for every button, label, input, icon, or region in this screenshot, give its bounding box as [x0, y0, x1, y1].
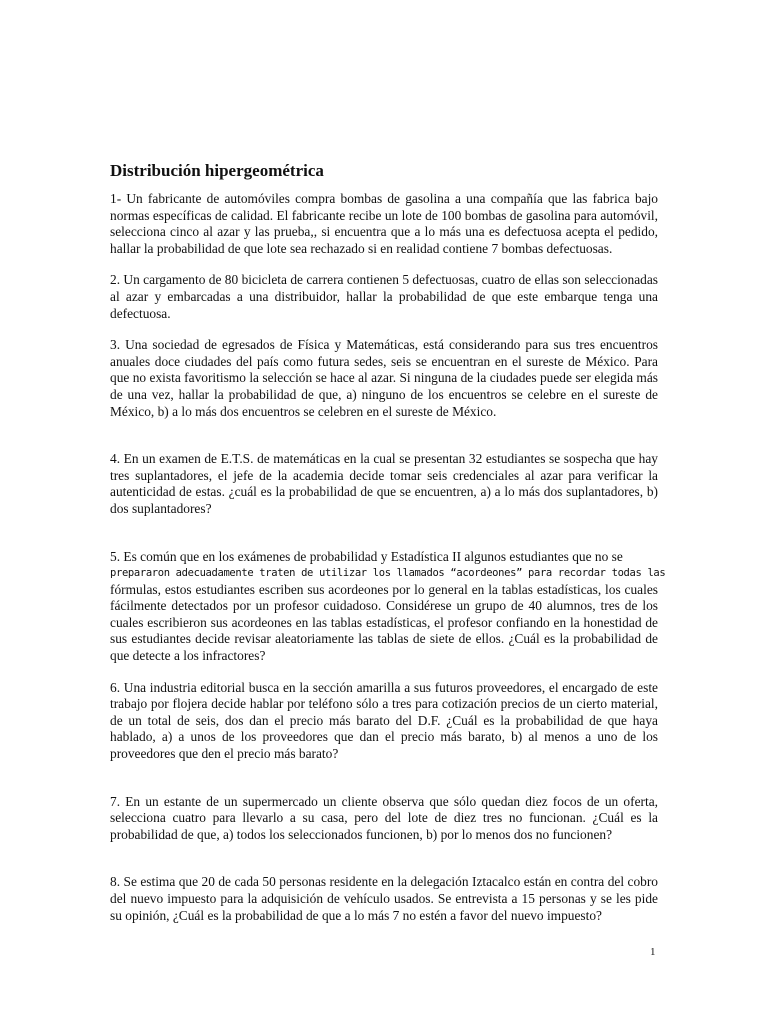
document-title: Distribución hipergeométrica [110, 161, 324, 180]
problem-3: 3. Una sociedad de egresados de Física y Matemáticas, está considerando para sus tres encuentros anuales doce ciudades del país como futura sedes, seis se encuentran en el sureste de México. Para que no exista favoritismo la selección se hace al azar. Si ninguna de la ciudades puede ser elegida más de una vez, hallar la probabilidad de que, a) ninguno de los encuentros se celebre en el sureste de México, b) a lo más dos encuentros se celebren en el sureste de México. [110, 337, 658, 419]
problem-7: 7. En un estante de un supermercado un cliente observa que sólo quedan diez focos de un oferta, selecciona cuatro para llevarlo a su casa, pero del lote de diez tres no funcionan. ¿Cuál es la probabilidad de que, a) todos los seleccionados funcionen, b) por lo menos dos no funcionen? [110, 793, 658, 842]
page-number: 1 [650, 946, 656, 958]
problem-5-rest: fórmulas, estos estudiantes escriben sus acordeones por lo general en la tablas estadísticas, los cuales fácilmente detectados por un profesor cuidadoso. Considérese un grupo de 40 alumnos, tres de los cuales escribieron sus acordeones en las tablas estadísticas, el profesor confiando en la honestidad de sus estudiantes decide revisar aleatoriamente las tablas de siete de ellos. ¿Cuál es la probabilidad de que detecte a los infractores? [110, 581, 658, 664]
problem-4: 4. En un examen de E.T.S. de matemáticas en la cual se presentan 32 estudiantes se sospecha que hay tres suplantadores, el jefe de la academia decide tomar seis credenciales al azar para verificar la autenticidad de estas. ¿cuál es la probabilidad de que se encuentren, a) a lo más dos suplantadores, b) dos suplantadores? [110, 451, 658, 516]
problem-5-line-2: prepararon adecuadamente traten de utilizar los llamados “acordeones” para recordar todas las [110, 567, 666, 580]
problem-2: 2. Un cargamento de 80 bicicleta de carrera contienen 5 defectuosas, cuatro de ellas son seleccionadas al azar y embarcadas a una distribuidor, hallar la probabilidad de que este embarque tenga una defectuosa. [110, 272, 658, 321]
document-page [110, 160, 666, 924]
problem-5-line-1: 5. Es común que en los exámenes de probabilidad y Estadística II algunos estudiantes que no se [110, 548, 623, 564]
problem-8: 8. Se estima que 20 de cada 50 personas residente en la delegación Iztacalco están en contra del cobro del nuevo impuesto para la adquisición de vehículo usados. Se entrevista a 15 personas y se les pide su opinión, ¿Cuál es la probabilidad de que a lo más 7 no estén a favor del nuevo impuesto? [110, 874, 658, 923]
problem-5 [110, 548, 666, 665]
problem-1: 1- Un fabricante de automóviles compra bombas de gasolina a una compañía que las fabrica bajo normas específicas de calidad. El fabricante recibe un lote de 100 bombas de gasolina para automóvil, selecciona cinco al azar y las prueba,, si encuentra que a lo más una es defectuosa acepta el pedido, hallar la probabilidad de que lote sea rechazado si en realidad contiene 7 bombas defectuosas. [110, 191, 658, 256]
problem-6: 6. Una industria editorial busca en la sección amarilla a sus futuros proveedores, el encargado de este trabajo por flojera decide hablar por teléfono sólo a tres para cotización precios de un cierto material, de un total de seis, dos dan el precio más barato del D.F. ¿Cuál es la probabilidad de que haya hablado, a) a unos de los proveedores que dan el precio más barato, b) al menos a uno de los proveedores que den el precio más barato? [110, 679, 658, 762]
